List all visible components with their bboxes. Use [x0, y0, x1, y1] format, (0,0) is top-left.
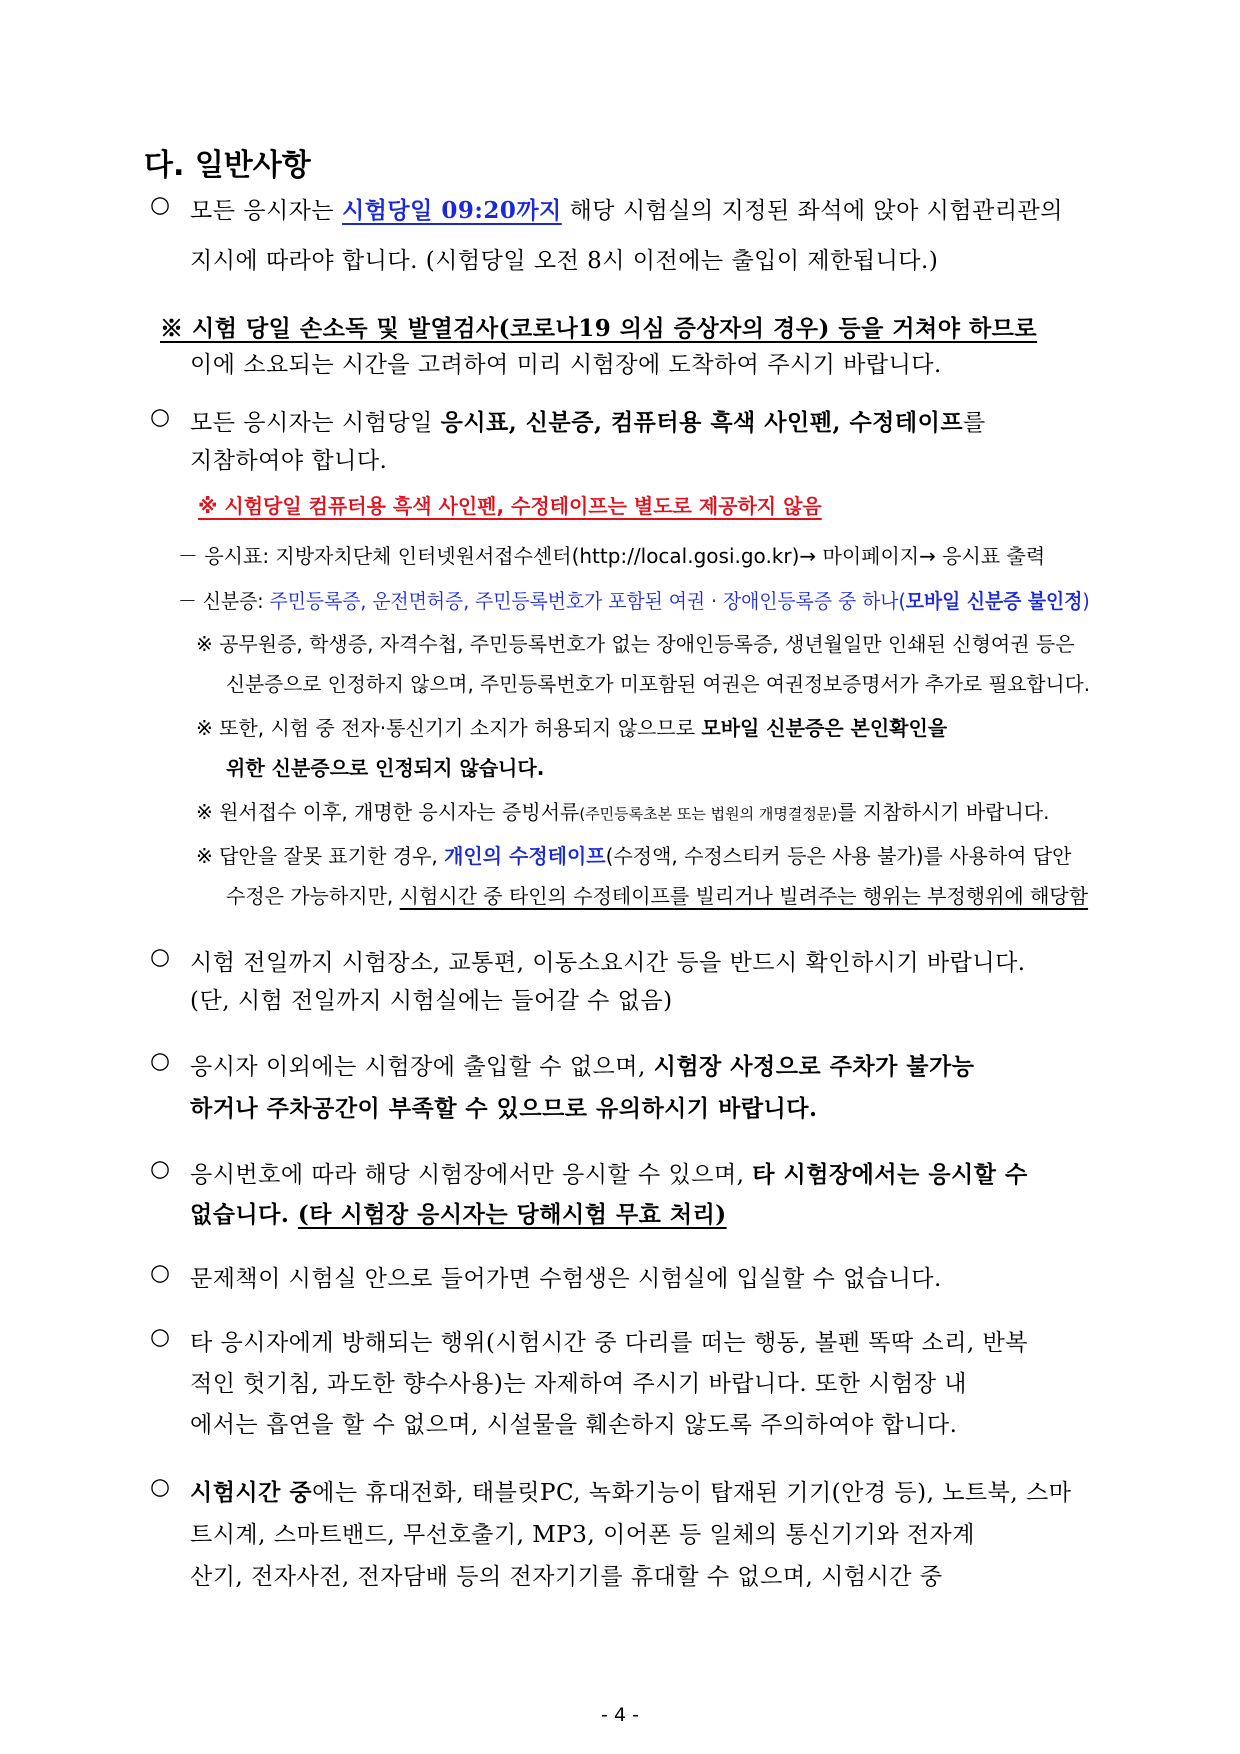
- note-mobile-line1: [196, 712, 947, 741]
- text: ※ 답안을 잘못 표기한 경우,: [196, 844, 445, 868]
- required-items: 응시표, 신분증, 컴퓨터용 흑색 사인펜, 수정테이프: [440, 409, 964, 436]
- text: (수정액, 수정스티커 등은 사용 불가)를 사용하여 답안: [605, 844, 1072, 868]
- bullet-marker: ○: [150, 1324, 171, 1350]
- p5-line1: [190, 1156, 1028, 1189]
- p8-line1: [190, 1474, 1071, 1507]
- note-tape-line1: [196, 840, 1071, 869]
- text: 시험시간 중: [190, 1479, 313, 1506]
- text: 를: [963, 410, 986, 436]
- text: 에는 휴대전화, 태블릿PC, 녹화기능이 탑재된 기기(안경 등), 노트북, 스마: [312, 1480, 1072, 1506]
- highlight-time: 시험당일 09:20까지: [341, 197, 562, 224]
- text: 를 지참하시기 바랍니다.: [837, 800, 1050, 824]
- p6-line1: 문제책이 시험실 안으로 들어가면 수험생은 시험실에 입실할 수 없습니다.: [190, 1266, 942, 1292]
- note-id-line1: ※ 공무원증, 학생증, 자격수첩, 주민등록번호가 없는 장애인등록증, 생년월일만 인쇄된 신형여권 등은: [196, 632, 1075, 656]
- bullet-marker: ○: [150, 1260, 171, 1286]
- text: 없습니다.: [190, 1201, 298, 1228]
- id-types: 주민등록증, 운전면허증, 주민등록번호가 포함된 여권 · 장애인등록증 중 하나(: [269, 589, 906, 613]
- text: 응시번호에 따라 해당 시험장에서만 응시할 수 있으며,: [190, 1162, 753, 1188]
- text: (타 시험장 응시자는 당해시험 무효 처리): [297, 1201, 727, 1228]
- bullet-marker: ○: [150, 1156, 171, 1182]
- p3-line1: 시험 전일까지 시험장소, 교통편, 이동소요시간 등을 반드시 확인하시기 바랍니다.: [190, 950, 1026, 976]
- bullet-marker: ○: [150, 1048, 171, 1074]
- note1-line2: 이에 소요되는 시간을 고려하여 미리 시험장에 도착하여 주시기 바랍니다.: [190, 352, 942, 378]
- p2-line1: [190, 404, 986, 437]
- bullet-marker: ○: [150, 1474, 171, 1500]
- red-notice: ※ 시험당일 컴퓨터용 흑색 사인펜, 수정테이프는 별도로 제공하지 않음: [198, 494, 822, 518]
- text: 개인의 수정테이프: [444, 844, 606, 868]
- p5-line2: [190, 1196, 727, 1229]
- p7-line2: 적인 헛기침, 과도한 향수사용)는 자제하여 주시기 바랍니다. 또한 시험장 내: [190, 1371, 967, 1397]
- text: ): [1082, 589, 1090, 613]
- text: 모든 응시자는: [190, 198, 342, 224]
- note1-line1: ※ 시험 당일 손소독 및 발열검사(코로나19 의심 증상자의 경우) 등을 거쳐야 하므로: [160, 315, 1038, 342]
- text: 모바일 신분증은 본인확인을: [701, 716, 948, 740]
- note-tape-line2: [226, 880, 1088, 909]
- text: 모든 응시자는 시험당일: [190, 410, 441, 436]
- page-number: - 4 -: [601, 1704, 639, 1726]
- mobile-id-note: 모바일 신분증 불인정: [905, 589, 1083, 613]
- note-rename: [196, 796, 1049, 825]
- p7-line1: 타 응시자에게 방해되는 행위(시험시간 중 다리를 떠는 행동, 볼펜 똑딱 소리, 반복: [190, 1330, 1028, 1356]
- text: 응시자 이외에는 시험장에 출입할 수 없으며,: [190, 1054, 654, 1080]
- text: ※ 또한, 시험 중 전자·통신기기 소지가 허용되지 않으므로: [196, 716, 702, 740]
- text: (주민등록초본 또는 법원의 개명결정문): [579, 805, 838, 823]
- text: － 신분증:: [178, 589, 270, 613]
- section-heading: 다. 일반사항: [144, 148, 311, 183]
- detail-id: [178, 585, 1090, 614]
- p2-line2: 지참하여야 합니다.: [190, 448, 388, 474]
- p3-line2: (단, 시험 전일까지 시험실에는 들어갈 수 없음): [190, 988, 673, 1014]
- p4-line2: 하거나 주차공간이 부족할 수 있으므로 유의하시기 바랍니다.: [190, 1095, 818, 1122]
- p1-line2: 지시에 따라야 합니다. (시험당일 오전 8시 이전에는 출입이 제한됩니다.): [190, 248, 939, 274]
- p4-line1: [190, 1048, 974, 1081]
- text: 시험장 사정으로 주차가 불가능: [653, 1053, 975, 1080]
- text: 수정은 가능하지만,: [226, 884, 400, 908]
- bullet-marker: ○: [150, 404, 171, 430]
- bullet-marker: ○: [150, 944, 171, 970]
- text: 시험시간 중 타인의 수정테이프를 빌리거나 빌려주는 행위는 부정행위에 해당함: [399, 884, 1089, 908]
- detail-ticket: － 응시표: 지방자치단체 인터넷원서접수센터(http://local.gosi.go.kr)→ 마이페이지→ 응시표 출력: [178, 544, 1046, 568]
- p1-line1: [190, 192, 1063, 225]
- p8-line3: 산기, 전자사전, 전자담배 등의 전자기기를 휴대할 수 없으며, 시험시간 중: [190, 1564, 943, 1590]
- text: 타 시험장에서는 응시할 수: [752, 1161, 1028, 1188]
- p7-line3: 에서는 흡연을 할 수 없으며, 시설물을 훼손하지 않도록 주의하여야 합니다.: [190, 1412, 958, 1438]
- bullet-marker: ○: [150, 192, 171, 218]
- text: 해당 시험실의 지정된 좌석에 앉아 시험관리관의: [561, 198, 1063, 224]
- note-id-line2: 신분증으로 인정하지 않으며, 주민등록번호가 미포함된 여권은 여권정보증명서가 추가로 필요합니다.: [226, 672, 1090, 696]
- text: ※ 원서접수 이후, 개명한 응시자는 증빙서류: [196, 800, 580, 824]
- p8-line2: 트시계, 스마트밴드, 무선호출기, MP3, 이어폰 등 일체의 통신기기와 전자계: [190, 1522, 975, 1548]
- note-mobile-line2: 위한 신분증으로 인정되지 않습니다.: [226, 756, 545, 780]
